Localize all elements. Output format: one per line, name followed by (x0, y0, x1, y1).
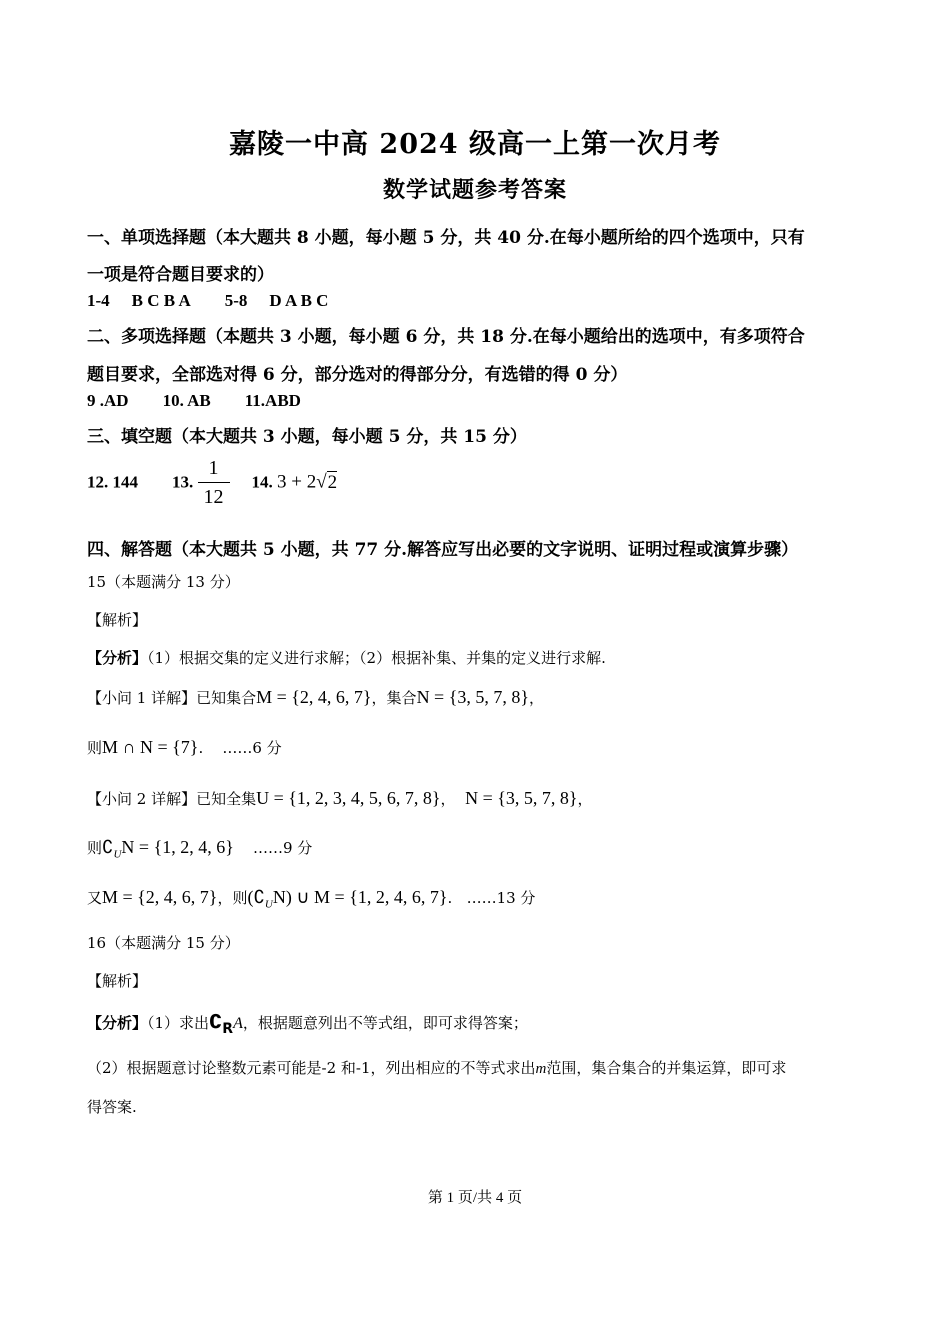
section3-heading: 三、填空题（本大题共 3 小题，每小题 5 分，共 15 分） (87, 427, 527, 447)
q15-part1-tag: 【小问 1 详解】 (87, 689, 197, 707)
answer-q10: 10. AB (162, 391, 211, 410)
complement-r-expression (209, 1011, 234, 1037)
q15-part1-mid: ，集合 (371, 689, 417, 707)
section1-heading-line1: 一、单项选择题（本大题共 8 小题，每小题 5 分，共 40 分.在每小题所给的四个选项中，只有 (87, 228, 805, 248)
q15-complement-pre: 则 (87, 839, 103, 857)
answer-range-5-8: 5-8 (224, 291, 248, 310)
answer-q13-label: 13. (172, 472, 194, 492)
intersection-expression: M ∩ N = {7} (102, 737, 199, 757)
q16-line2 (87, 1057, 786, 1078)
q15-jiexi: 【解析】 (87, 611, 148, 629)
section4-heading: 四、解答题（本大题共 5 小题，共 77 分.解答应写出必要的文字说明、证明过程或演算步骤） (87, 540, 799, 560)
fraction-denominator: 12 (203, 486, 224, 508)
q15-union (87, 887, 535, 911)
set-a: A (233, 1015, 243, 1032)
q15-part2 (87, 788, 593, 809)
complement-symbol: ∁ (209, 1011, 223, 1033)
page-subtitle: 数学试题参考答案 (382, 177, 567, 203)
score-marker: ……9 分 (252, 839, 313, 857)
q16-analysis (87, 1011, 528, 1037)
q14-radicand: 2 (327, 471, 338, 493)
set-u: U = {1, 2, 3, 4, 5, 6, 7, 8} (256, 788, 441, 808)
q15-part1-text: 已知集合 (196, 689, 257, 707)
q15-part2-text: 已知全集 (196, 790, 257, 808)
answer-q9: 9 .AD (87, 391, 129, 410)
answers-1-4: B C B A (131, 291, 191, 310)
q16-analysis-a: （1）求出 (147, 1014, 210, 1032)
answer-q12: 12. 144 (87, 472, 138, 492)
q15-part2-end: ， (577, 790, 593, 808)
q15-union-pre: 又 (87, 889, 103, 907)
union-expression (247, 887, 448, 911)
page-footer: 第 1 页/共 4 页 (427, 1190, 523, 1206)
q14-term: 3 + 2 (277, 471, 317, 493)
q16-analysis-b: ，根据题意列出不等式组，即可求得答案； (242, 1014, 528, 1032)
section2-answers (87, 391, 301, 411)
variable-m: m (535, 1061, 547, 1077)
answer-q11: 11.ABD (244, 391, 301, 410)
set-n: N = {3, 5, 7, 8} (416, 687, 529, 707)
q15-analysis-text: （1）根据交集的定义进行求解；（2）根据补集、并集的定义进行求解. (147, 649, 606, 667)
set-n: N = {3, 5, 7, 8} (465, 788, 578, 808)
section1-heading-line2: 一项是符合题目要求的） (87, 265, 274, 285)
complement-result: N = {1, 2, 4, 6} (121, 837, 234, 857)
answers-5-8: D A B C (269, 291, 329, 310)
set-m: M = {2, 4, 6, 7} (256, 687, 372, 707)
q15-part1-answer-end: . (198, 739, 204, 757)
complement-expression (102, 837, 234, 861)
q15-part1-end: ， (529, 689, 545, 707)
section3-answers (87, 458, 337, 507)
score-marker: ……13 分 (466, 889, 536, 907)
union-part2: N) ∪ M = {1, 2, 4, 6, 7} (272, 887, 448, 907)
union-part1: (∁ (247, 887, 265, 907)
q15-complement (87, 837, 312, 861)
q15-part1-answer-pre: 则 (87, 739, 103, 757)
score-marker: ……6 分 (222, 739, 282, 757)
section2-heading-line1: 二、多项选择题（本题共 3 小题，每小题 6 分，共 18 分.在每小题给出的选项中，有多项符合 (87, 327, 805, 347)
q16-line3: 得答案. (87, 1098, 137, 1116)
q15-analysis-tag: 【分析】 (87, 649, 148, 667)
answer-q14-expression: 3 + 2√2 (277, 471, 338, 493)
page-title: 嘉陵一中高 2024 级高一上第一次月考 (229, 129, 721, 160)
q16-line2-b: 范围，集合集合的并集运算，即可求 (546, 1059, 787, 1077)
q15-analysis (87, 647, 606, 668)
fraction-numerator: 1 (198, 458, 230, 483)
answer-range-1-4: 1-4 (87, 291, 110, 310)
q16-line2-a: （2）根据题意讨论整数元素可能是-2 和-1，列出相应的不等式求出 (87, 1059, 536, 1077)
q15-title: 15（本题满分 13 分） (87, 573, 240, 591)
complement-subscript: U (113, 848, 122, 861)
complement-symbol: ∁ (102, 837, 114, 857)
q15-part1-answer (87, 737, 282, 758)
q15-part2-mid: ， (440, 790, 456, 808)
q15-union-mid: ，则 (217, 889, 248, 907)
union-subscript: U (264, 898, 273, 911)
answer-q13-fraction (198, 458, 230, 507)
q16-title: 16（本题满分 15 分） (87, 934, 240, 952)
q15-part2-tag: 【小问 2 详解】 (87, 790, 197, 808)
section1-answers (87, 291, 328, 311)
q15-union-end: . (447, 889, 453, 907)
complement-subscript: R (222, 1020, 234, 1037)
set-m: M = {2, 4, 6, 7} (102, 887, 218, 907)
section2-heading-line2: 题目要求，全部选对得 6 分，部分选对的得部分分，有选错的得 0 分） (87, 365, 628, 385)
q16-jiexi: 【解析】 (87, 972, 148, 990)
answer-q14-label: 14. (251, 472, 273, 492)
q15-part1 (87, 687, 544, 708)
q16-analysis-tag: 【分析】 (87, 1014, 148, 1032)
